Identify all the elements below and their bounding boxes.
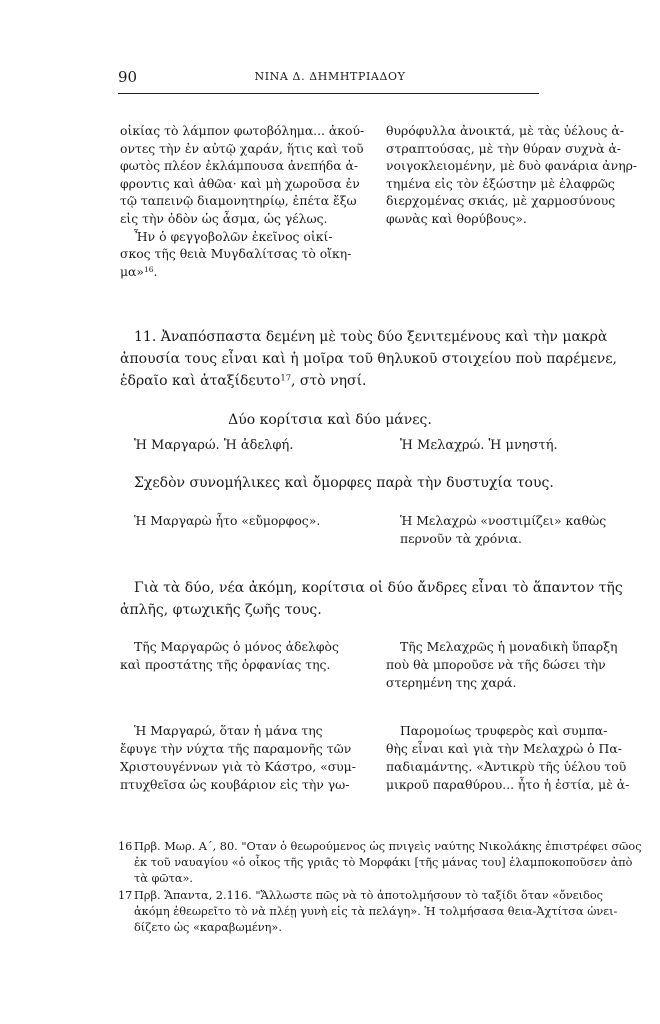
text-line: τημένα εἰς τὸν ἐξώστην μὲ ἐλαφρῶς: [386, 175, 615, 191]
section-11-paragraph: [120, 326, 617, 392]
centered-line: Δύο κορίτσια καὶ δύο μάνες.: [228, 412, 432, 428]
header-rule: [118, 93, 539, 94]
text-line: Παρομοίως τρυφερὸς καὶ συμπα-: [400, 723, 608, 738]
text-line: φωνὰς καὶ θορύβους».: [386, 210, 527, 226]
pair3-left: [120, 638, 339, 674]
pair3-right: [386, 638, 617, 692]
text-fragment: .: [153, 263, 158, 279]
pair1-left: Ἡ Μαργαρώ. Ἡ ἀδελφή.: [134, 438, 294, 453]
text-line: [120, 370, 617, 392]
text-line: καὶ προστάτης τῆς ὀρφανίας της.: [120, 657, 331, 672]
text-line: θὴς εἶναι καὶ γιὰ τὴν Μελαχρὼ ὁ Πα-: [386, 741, 622, 756]
text-line: δίζετο ὡς «καραβωμένη».: [134, 921, 282, 934]
footnote-number: 17: [118, 889, 133, 902]
text-line: στερημένη της χαρά.: [386, 675, 517, 690]
text-line: [120, 263, 348, 281]
footnote-16: [118, 839, 642, 889]
pair2-right: [400, 512, 606, 548]
running-title: ΝΙΝΑ Δ. ΔΗΜΗΤΡΙΑΔΟΥ: [254, 70, 406, 83]
text-line: Τῆς Μελαχρῶς ἡ μοναδικὴ ὕπαρξη: [400, 639, 618, 654]
text-line: μικροῦ παραθύρου... ἦτο ἡ ἑστία, μὲ ἀ-: [386, 777, 630, 792]
page-number: 90: [118, 68, 138, 86]
footnote-ref-16: 16: [144, 264, 154, 274]
same-age-line: Σχεδὸν συνομήλικες καὶ ὄμορφες παρὰ τὴν δυστυχία τους.: [134, 475, 554, 491]
text-line: ἐκ τοῦ ναυαγίου «ὁ οἶκος τῆς γριᾶς τὸ Μορφάκι [τῆς μάνας του] ἐλαμποκοποῦσεν ἀπὸ: [134, 856, 633, 869]
text-line: Ἡ Μελαχρὼ «νοστιμίζει» καθὼς: [400, 513, 607, 528]
text-line: πτυχθεῖσα ὡς κουβάριον εἰς τὴν γω-: [120, 777, 350, 792]
text-line: Χριστουγέννων γιὰ τὸ Κάστρο, «συμ-: [120, 759, 356, 774]
text-fragment: ἑδραῖο καὶ ἀταξίδευτο: [120, 373, 281, 389]
text-fragment: μα»: [120, 263, 145, 279]
text-line: σκος τῆς θειὰ Μυγδαλίτσας τὸ οἴκη-: [120, 246, 352, 262]
pair2-left: Ἡ Μαργαρὼ ἦτο «εὔμορφος».: [134, 513, 321, 528]
text-fragment: , στὸ νησί.: [291, 373, 367, 389]
top-left-column: [120, 122, 365, 280]
text-line: Ἦν ὁ φεγγοβολῶν ἐκεῖνος οἰκί-: [134, 228, 333, 244]
text-line: Πρβ. Ἅπαντα, 2.116. "Ἄλλωστε πῶς νὰ τὸ ἀποτολμήσουν τὸ ταξίδι ὅταν «ὄνειδος: [134, 889, 603, 902]
footnote-number: 16: [118, 840, 133, 853]
text-line: διερχομένας σκιάς, μὲ χαρμοσύνους: [386, 193, 616, 209]
text-line: εἰς τὴν ὁδὸν ὡς ἆσμα, ὡς γέλως.: [120, 210, 328, 226]
footnote-17: [118, 888, 618, 938]
footnote-text: [134, 888, 617, 936]
pair1-right: Ἡ Μελαχρώ. Ἡ μνηστή.: [400, 438, 558, 453]
text-line: 11. Ἀναπόσπαστα δεμένη μὲ τοὺς δύο ξενιτεμένους καὶ τὴν μακρὰ: [134, 329, 608, 345]
text-line: ἀπλῆς, φτωχικῆς ζωῆς τους.: [120, 602, 322, 618]
text-line: Πρβ. Μωρ. Α΄, 80. "Οταν ὁ θεωρούμενος ὡς πνιγεὶς ναύτης Νικολάκης ἐπιστρέφει σῶος: [134, 840, 642, 853]
two-girls-paragraph: [120, 577, 623, 621]
text-line: φροντις καὶ ἀθῶα· καὶ μὴ χωροῦσα ἐν: [120, 175, 360, 191]
text-line: φωτὸς πλέον ἐκλάμπουσα ἀνεπήδα ἀ-: [120, 158, 359, 174]
text-line: τῷ ταπεινῷ διαμονητηρίῳ, ἐπέτα ἔξω: [120, 193, 357, 209]
text-line: νοιγοκλειομένην, μὲ δυὸ φανάρια ἀνηρ-: [386, 158, 638, 174]
pair4-left: [120, 722, 356, 794]
text-line: Τῆς Μαργαρῶς ὁ μόνος ἀδελφὸς: [134, 639, 339, 654]
text-line: ἀπουσία τους εἶναι καὶ ἡ μοῖρα τοῦ θηλυκοῦ στοιχείου ποὺ παρέμενε,: [120, 351, 617, 367]
text-line: τὰ φῶτα».: [134, 872, 193, 885]
text-line: ποὺ θὰ μποροῦσε νὰ τῆς δώσει τὴν: [386, 657, 606, 672]
top-right-column: [386, 122, 638, 228]
footnote-ref-17: 17: [280, 372, 292, 383]
pair4-right: [386, 722, 629, 794]
text-line: στραπτούσας, μὲ τὴν θύραν συχνὰ ἀ-: [386, 140, 621, 156]
text-line: παδιαμάντης. «Ἀντικρὺ τῆς ὑέλου τοῦ: [386, 759, 627, 774]
text-line: ἀκόμη ἐθεωρεῖτο τὸ νὰ πλέῃ γυνὴ εἰς τὰ πελάγη». Ἡ τολμήσασα θεια-Ἀχτίτσα ὠνει-: [134, 905, 618, 918]
text-line: οντες τὴν ἐν αὐτῷ χαράν, ἥτις καὶ τοῦ: [120, 140, 364, 156]
text-line: Ἡ Μαργαρώ, ὅταν ἡ μάνα της: [134, 723, 323, 738]
text-line: θυρόφυλλα ἀνοικτά, μὲ τὰς ὑέλους ἀ-: [386, 123, 624, 138]
text-line: Γιὰ τὰ δύο, νέα ἀκόμη, κορίτσια οἱ δύο ἄνδρες εἶναι τὸ ἅπαντον τῆς: [134, 580, 623, 596]
text-line: ἔφυγε τὴν νύχτα τῆς παραμονῆς τῶν: [120, 741, 352, 756]
footnote-text: [134, 839, 642, 887]
text-line: περνοῦν τὰ χρόνια.: [400, 531, 522, 546]
text-line: οἰκίας τὸ λάμπον φωτοβόλημα... ἀκού-: [120, 123, 365, 138]
